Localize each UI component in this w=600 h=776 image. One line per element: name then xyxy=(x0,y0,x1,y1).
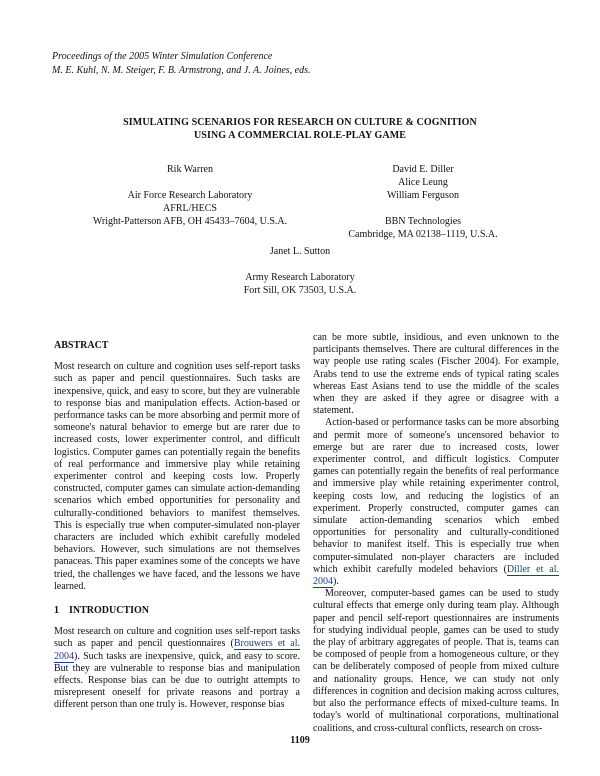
author-name: Rik Warren xyxy=(167,164,213,175)
author-name: William Ferguson xyxy=(387,190,459,201)
author-name: David E. Diller xyxy=(392,164,454,175)
citation-link[interactable]: Diller et al. 2004 xyxy=(313,563,559,588)
author-affiliation: Army Research Laboratory xyxy=(245,272,355,283)
page-number: 1109 xyxy=(290,735,310,746)
author-affiliation: BBN Technologies xyxy=(384,216,462,227)
intro-paragraph: Most research on culture and cognition uses self-report tasks such as paper and pencil questionnaires (Brouwers et al. 2004). Such tasks are inexpensive, quick, and easy to score. But they are vulnerable to response bias and manipulation effects. Response bias can be due to outright attempts to misrepresent oneself for private reasons and portray a different person than one truly is. However, response bias xyxy=(54,626,300,711)
citation-link[interactable]: Brouwers et al. 2004 xyxy=(54,638,300,662)
paper-title xyxy=(0,116,600,142)
body-paragraph: Moreover, computer-based games can be used to study cultural effects that emerge only during team play. Although paper and pencil self-report questionnaires are instruments for studying individual people, games can be used to study the play of arbitrary aggregates of people. That is, teams can be composed of people from a homogeneous culture, or they can be deliberately composed of people from mixed culture and nationality groups. Hence, we can study not only differences in cognition and decision making across cultures, but also the performance effects of mixed-culture teams. In today's world of multinational corporations, multinational coalitions, and cross-cultural conflicts, research on cross- xyxy=(313,588,559,734)
right-column xyxy=(313,332,559,735)
abstract-text: Most research on culture and cognition uses self-report tasks such as paper and pencil questionnaires. Such tasks are inexpensive, quick, and easy to score, but they are vulnerable to response bias and manipulation effects. Action-based or performance tasks can be more absorbing and permit more of someone's natural behavior to emerge but are rarer due to increased costs, lower experimenter control, and difficult logistics. Computer games can potentially regain the benefits of real performance and immersive play while retaining experimenter control and keeping costs low. Properly constructed, computer games can simulate action-demanding scenarios which embed opportunities for personality and culturally-conditioned behaviors to manifest themselves. This is especially true when computer-simulated non-player characters are included which exhibit carefully modeled behaviors. However, such simulations are not themselves panaceas. This paper examines some of the concepts we have tried, the challenges we have faced, and the lessons we have learned. xyxy=(54,361,300,592)
author-affiliation: Wright-Patterson AFB, OH 45433–7604, U.S.A. xyxy=(92,216,288,227)
author-block-warren xyxy=(75,163,305,228)
proceedings-editors: M. E. Kuhl, N. M. Steiger, F. B. Armstrong, and J. A. Joines, eds. xyxy=(52,65,311,76)
author-block-sutton xyxy=(200,245,400,297)
body-paragraph: Action-based or performance tasks can be more absorbing and permit more of someone's uncensored behavior to emerge but are rarer due to increased costs, lower experimenter control, and difficult logistics. Computer games can potentially regain the benefits of real performance and immersive play while retaining experimenter control, keeping costs low, and reducing the logistics of an experiment. Properly constructed, computer games can simulate action-demanding scenarios which embed opportunities for personality and culturally-conditioned behavior to manifest itself. This is especially true when computer-simulated non-player characters are included which exhibit carefully modeled behaviors (Diller et al. 2004). xyxy=(313,417,559,588)
left-column xyxy=(54,340,300,712)
author-block-bbn xyxy=(323,163,523,241)
title-line-1: SIMULATING SCENARIOS FOR RESEARCH ON CULTURE & COGNITION xyxy=(123,117,477,128)
author-name: Alice Leung xyxy=(398,177,448,188)
body-paragraph: can be more subtle, insidious, and even unknown to the participants themselves. There are cultural differences in the way people use rating scales (Fischer 2004). For example, Arabs tend to use the extreme ends of typical rating scales whereas East Asians tend to use the middle of the scales when they are asked if they agree or disagree with a statement. xyxy=(313,332,559,417)
introduction-heading: 1 INTRODUCTION xyxy=(54,605,150,617)
author-name: Janet L. Sutton xyxy=(269,246,331,257)
proceedings-line-1: Proceedings of the 2005 Winter Simulation Conference xyxy=(52,51,273,62)
author-affiliation: Cambridge, MA 02138–1119, U.S.A. xyxy=(348,229,498,240)
title-line-2: USING A COMMERCIAL ROLE-PLAY GAME xyxy=(193,130,407,141)
author-affiliation: Air Force Research Laboratory xyxy=(127,190,253,201)
author-affiliation: AFRL/HECS xyxy=(163,203,217,214)
proceedings-header xyxy=(52,50,311,78)
author-affiliation: Fort Sill, OK 73503, U.S.A. xyxy=(243,285,357,296)
abstract-heading: ABSTRACT xyxy=(54,340,109,351)
